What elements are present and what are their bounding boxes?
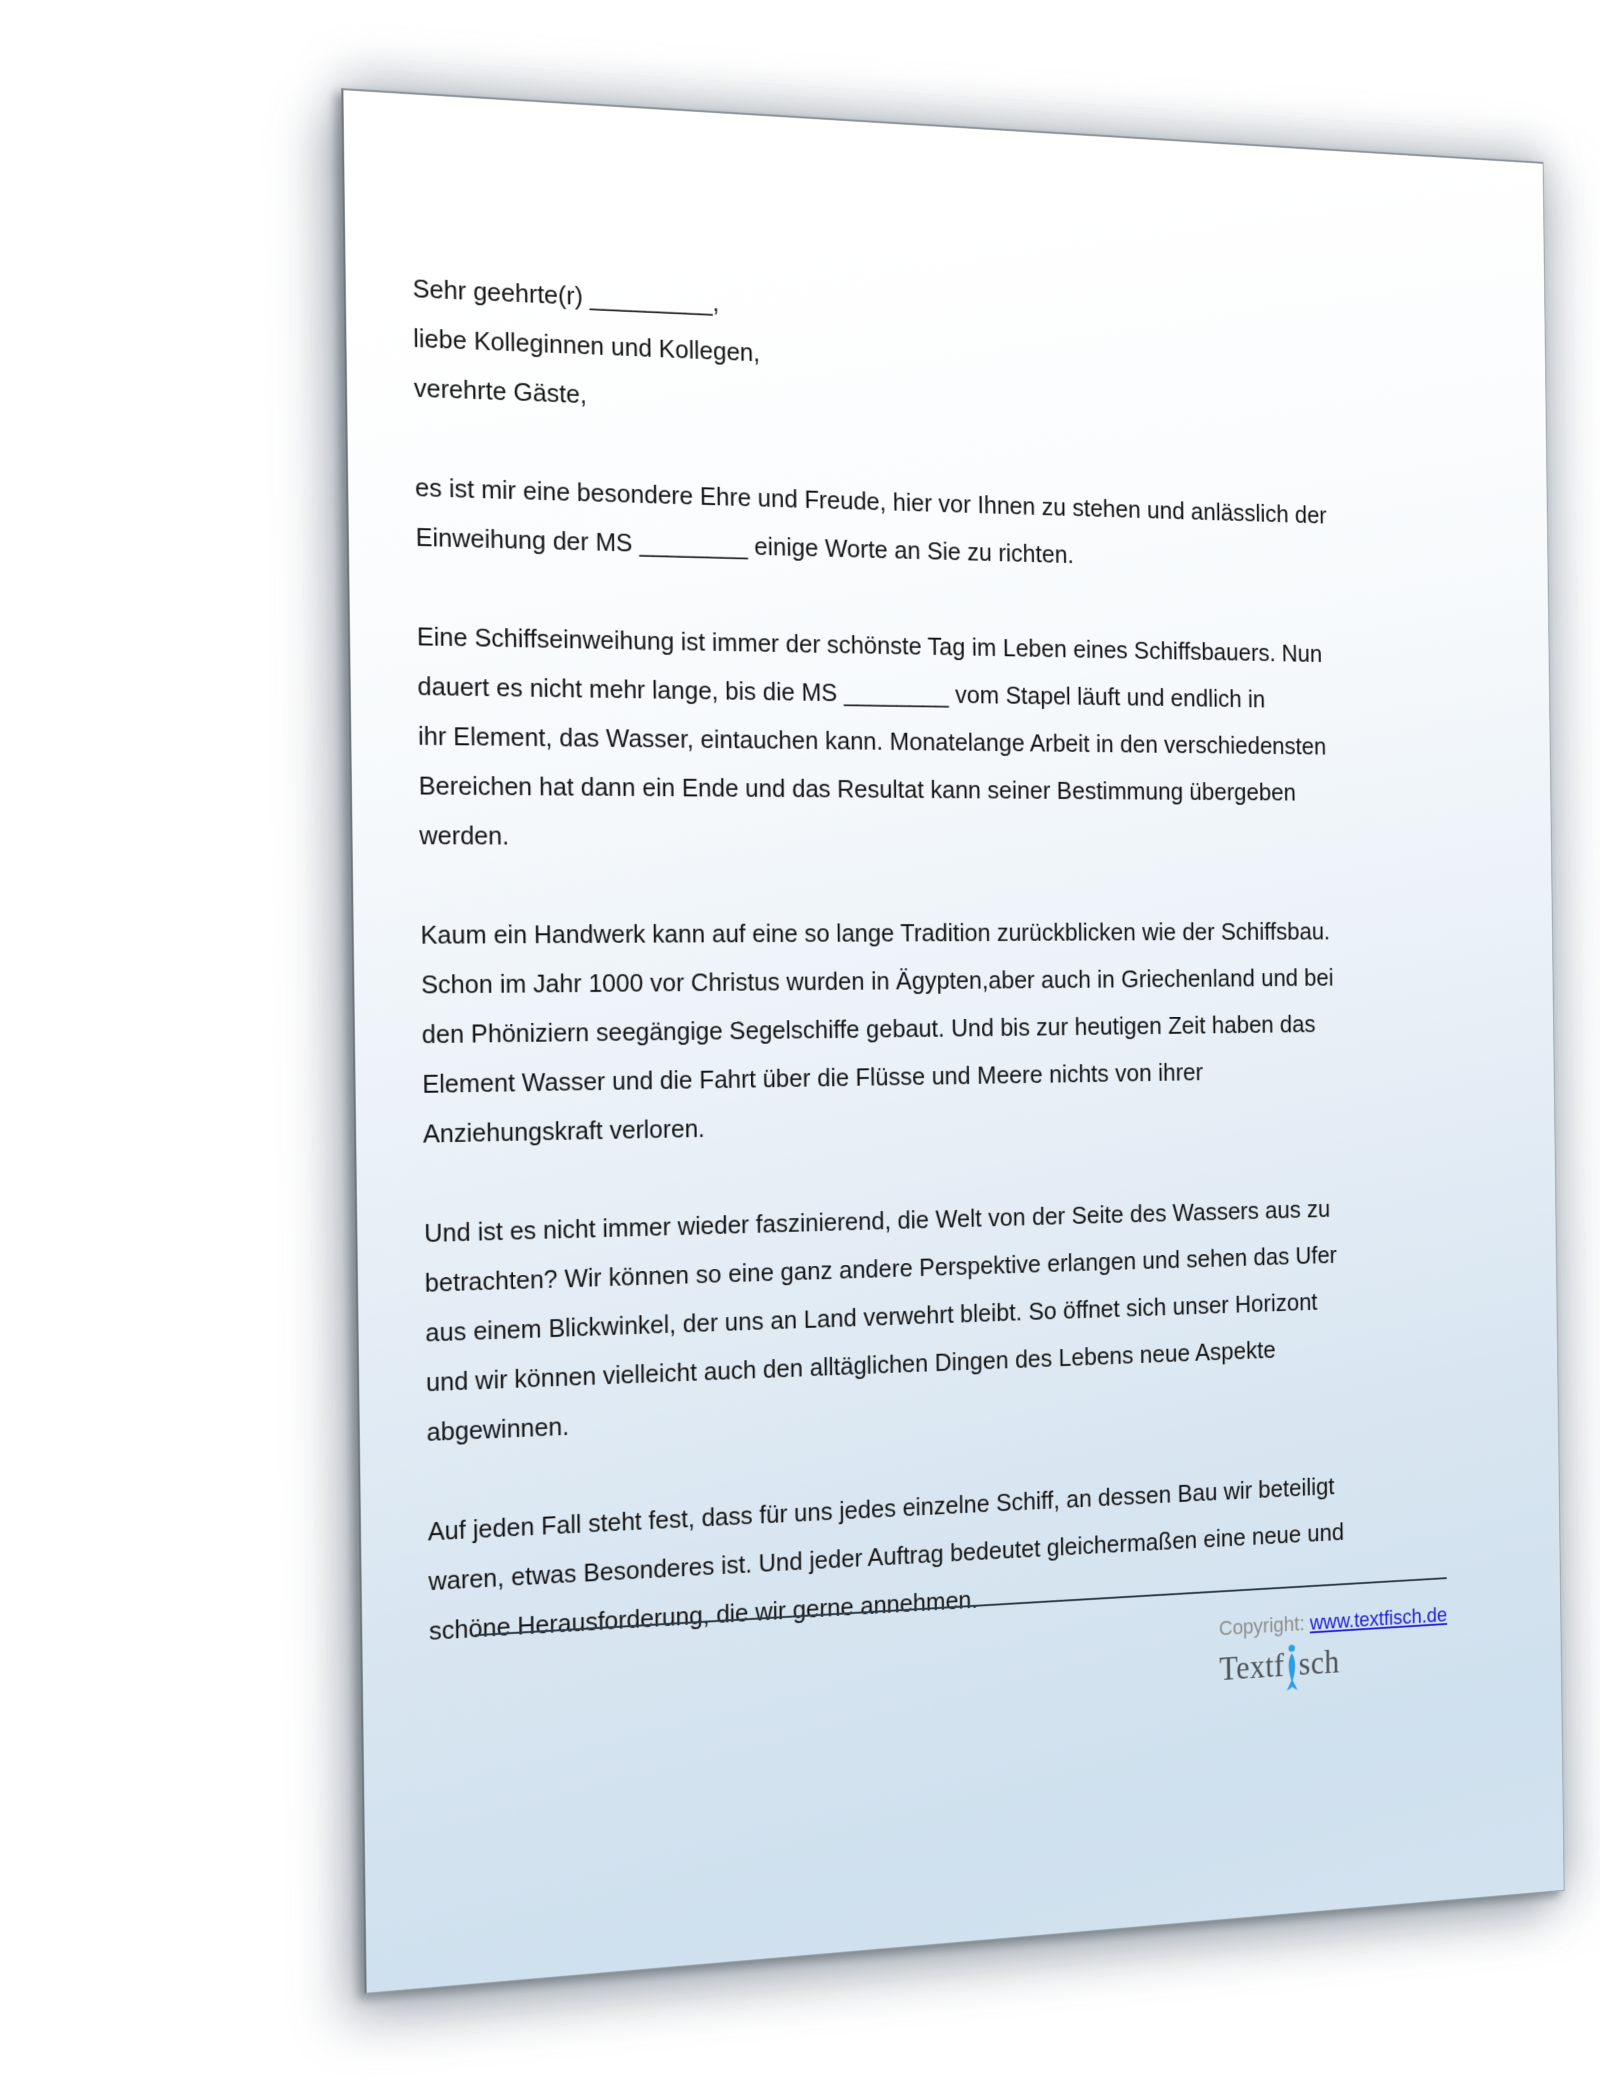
copyright-link[interactable]: www.textfisch.de xyxy=(1309,1602,1448,1635)
logo-text-prefix: Textf xyxy=(1219,1647,1285,1688)
fish-icon xyxy=(1285,1642,1298,1695)
paragraph-introduction: es ist mir eine besondere Ehre und Freude, hier vor Ihnen zu stehen und anlässlich der Einweihung der MS ________ einige Worte an Sie zu richten. xyxy=(414,472,1327,569)
letter-page xyxy=(341,88,1564,1994)
copyright-block xyxy=(1218,1579,1447,1699)
letter-body xyxy=(343,90,1560,1710)
paragraph-closing: Auf jeden Fall steht fest, dass für uns jedes einzelne Schiff, an dessen Bau wir beteiligt waren, etwas Besonderes ist. Und jeder Auftrag bedeutet gleichermaßen eine neue und schöne Herausforderung, die wir gerne annehmen. xyxy=(427,1471,1345,1646)
paragraph-ship-launch: Eine Schiffseinweihung ist immer der schönste Tag im Leben eines Schiffsbauers. Nun dauert es nicht mehr lange, bis die MS ________ vom Stapel läuft und endlich in ihr Element, das Wasser, eintauchen kann. Monatelange Arbeit in den verschiedensten Bereichen hat dann ein Ende und das Resultat kann seiner Bestimmung übergeben werden. xyxy=(416,621,1327,851)
paragraph-tradition: Kaum ein Handwerk kann auf eine so lange Tradition zurückblicken wie der Schiffsbau. Schon im Jahr 1000 vor Christus wurden in Ägypten,aber auch in Griechenland und bei den Phöniziern seegängige Segelschiffe gebaut. Und bis zur heutigen Zeit haben das Element Wasser und die Fahrt über die Flüsse und Meere nichts von ihrer Anziehungskraft verloren. xyxy=(420,917,1334,1149)
logo-text-suffix: sch xyxy=(1298,1643,1340,1683)
paragraph-perspective: Und ist es nicht immer wieder faszinierend, die Welt von der Seite des Wassers aus zu betrachten? Wir können so eine ganz andere Perspektive erlangen und sehen das Ufer aus einem Blickwinkel, der uns an Land verwehrt bleibt. So öffnet sich unser Horizont und wir können vielleicht auch den alltäglichen Dingen des Lebens neue Aspekte abgewinnen. xyxy=(423,1194,1338,1447)
salutation: Sehr geehrte(r) _________, liebe Kolleginnen und Kollegen, verehrte Gäste, xyxy=(412,273,761,410)
textfisch-logo xyxy=(1219,1632,1448,1699)
copyright-label: Copyright: xyxy=(1218,1611,1305,1641)
